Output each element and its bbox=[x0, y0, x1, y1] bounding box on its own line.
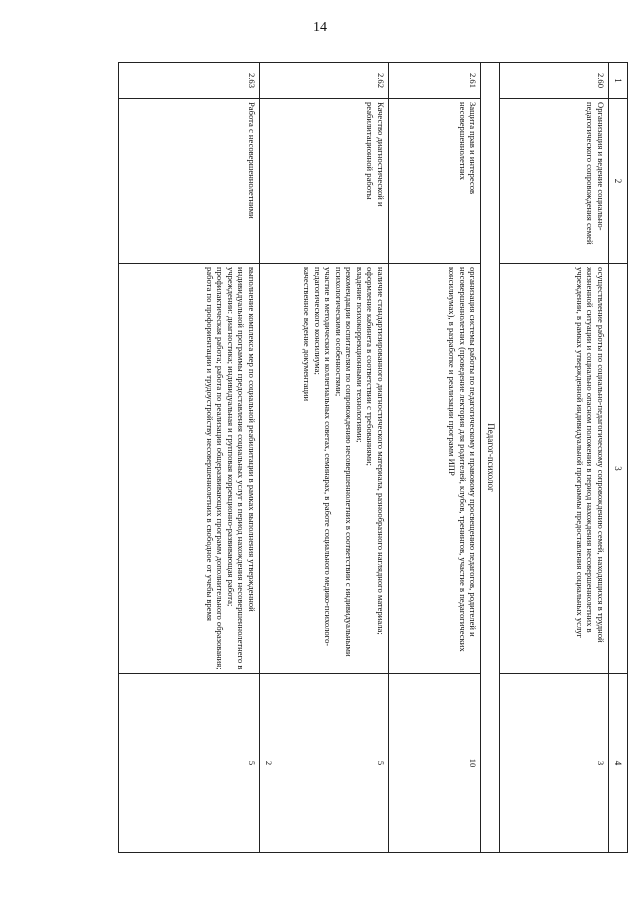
row-number: 2.61 bbox=[388, 63, 481, 99]
row-number: 2.63 bbox=[119, 63, 260, 99]
row-criterion: Защита прав и интересов несовершеннолетних bbox=[388, 99, 481, 264]
page-number: 14 bbox=[313, 20, 327, 35]
row-description: организация системы работы по педагогическому и правовому просвещению педагогов, родителей и несовершеннолетних (проведение лектория для родителей, клубов, тренингов, участие в педагогических консилиумах), в разработке и реализации программ ИПР bbox=[388, 264, 481, 674]
row-criterion: Качество диагностической и реабилитационной работы bbox=[259, 99, 388, 264]
row-points: 3 bbox=[500, 674, 609, 853]
description-line: участие в методических и коллегиальных советах, семинарах, в работе социального медико-психолого-педагогического консилиума; bbox=[312, 267, 334, 647]
section-row bbox=[481, 63, 500, 853]
description-line: наличие стандартизированного диагностического материала, разнообразного наглядного материала; оформление кабинета в соответствии с требованиями; bbox=[365, 267, 386, 635]
row-points bbox=[259, 674, 388, 853]
table-row bbox=[259, 63, 388, 853]
header-col-1: 1 bbox=[608, 63, 627, 99]
description-line: качественное ведение документации bbox=[302, 267, 313, 402]
row-number: 2.60 bbox=[500, 63, 609, 99]
row-description bbox=[259, 264, 388, 674]
header-col-3: 3 bbox=[608, 264, 627, 674]
row-points: 10 bbox=[388, 674, 481, 853]
table-row bbox=[119, 63, 260, 853]
rotated-table-container bbox=[118, 62, 628, 852]
points-value: 2 bbox=[264, 760, 275, 766]
row-description: осуществление работы по социально-педагогическому сопровождению семей, находящихся в трудной жизненной ситуации и социально опасном положении в период нахождения несовершеннолетних в учреждении, в рамках утвержденной индивидуальной программы предоставления социальных услуг bbox=[500, 264, 609, 674]
table-row bbox=[388, 63, 481, 853]
row-description: выполнение комплекса мер по социальной реабилитации в рамках выполнения утвержденной индивидуальной программы предоставления социальных услуг в период нахождения несовершеннолетнего в учреждении: диагностика; индивидуальная и групповая коррекционно-развивающая работа; профилактическая работа; работа по реализации общеразвивающих программ дополнительного образования; работа по профориентации и трудоустройству несовершеннолетних в свободное от учебы время bbox=[119, 264, 260, 674]
section-title: Педагог-психолог bbox=[481, 63, 500, 853]
row-criterion: Организация и ведение социально-педагогического сопровождения семей bbox=[500, 99, 609, 264]
row-number: 2.62 bbox=[259, 63, 388, 99]
header-col-2: 2 bbox=[608, 99, 627, 264]
header-row bbox=[608, 63, 627, 853]
description-line: владение психокоррекционными технологиями; bbox=[354, 267, 365, 443]
table-row bbox=[500, 63, 609, 853]
row-points: 5 bbox=[119, 674, 260, 853]
criteria-table bbox=[118, 62, 628, 853]
header-col-4: 4 bbox=[608, 674, 627, 853]
points-value: 5 bbox=[375, 760, 386, 766]
row-criterion: Работа с несовершеннолетними bbox=[119, 99, 260, 264]
description-line: рекомендации воспитателям по сопровождению несовершеннолетних в соответствии с индивидуальными психологическими особенностями; bbox=[333, 267, 355, 657]
